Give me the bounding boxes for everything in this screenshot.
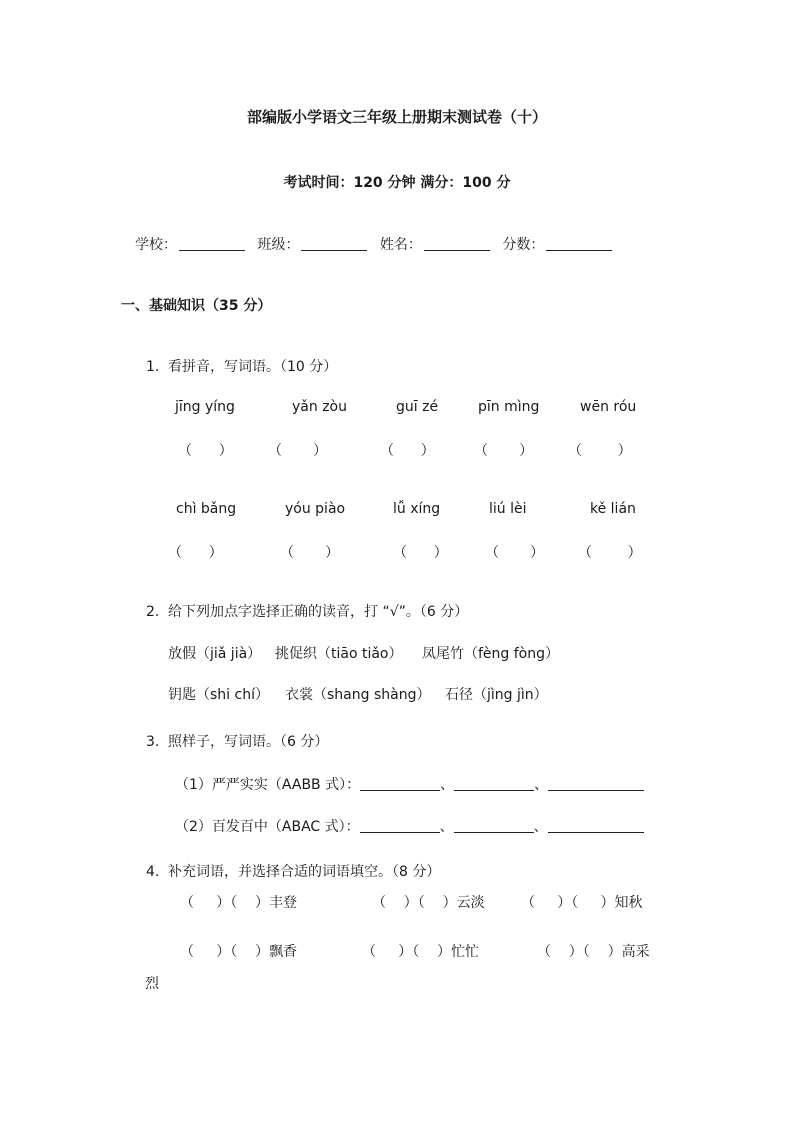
section-heading: 一、基础知识（35 分）	[121, 298, 272, 314]
class-field: 班级：	[257, 234, 367, 254]
name-field: 姓名：	[380, 234, 490, 254]
reading-choice[interactable]: 衣裳（shang shàng）	[285, 687, 431, 703]
score-field: 分数：	[502, 234, 612, 254]
question-3: 3. 照样子，写词语。（6 分）	[146, 734, 329, 750]
answer-blank[interactable]	[548, 776, 644, 791]
example-row-1: （1）严严实实（AABB 式）： 、 、	[175, 774, 644, 794]
idiom-blank-group[interactable]: （ ）（ ）丰登	[180, 895, 298, 911]
question-1: 1. 看拼音，写词语。（10 分）	[146, 359, 338, 375]
question-2: 2. 给下列加点字选择正确的读音，打 “√”。（6 分）	[146, 604, 469, 620]
idiom-blank-group[interactable]: （ ）（ ）知秋	[521, 895, 643, 911]
pinyin-item: wēn róu	[580, 399, 637, 415]
score-blank[interactable]	[546, 236, 612, 251]
pinyin-item: liú lèi	[489, 501, 527, 517]
pinyin-item: lǚ xíng	[393, 501, 441, 517]
student-info-row	[135, 234, 620, 254]
pinyin-item: pīn mìng	[478, 399, 540, 415]
answer-bracket[interactable]: （ ）	[393, 545, 448, 561]
pinyin-item: kě lián	[590, 501, 636, 517]
reading-choice[interactable]: 石径（jìng jìn）	[445, 687, 548, 703]
answer-blank[interactable]	[548, 818, 644, 833]
page-title: 部编版小学语文三年级上册期末测试卷（十）	[246, 108, 547, 126]
answer-blank[interactable]	[360, 818, 440, 833]
answer-bracket[interactable]: （ ）	[485, 545, 545, 561]
school-field: 学校：	[135, 234, 245, 254]
answer-bracket[interactable]: （ ）	[568, 443, 632, 459]
question-4: 4. 补充词语，并选择合适的词语填空。（8 分）	[146, 864, 441, 880]
answer-bracket[interactable]: （ ）	[168, 545, 223, 561]
reading-choice[interactable]: 钥匙（shi chí）	[168, 687, 269, 703]
idiom-blank-group[interactable]: （ ）（ ）飘香	[180, 944, 298, 960]
answer-bracket[interactable]: （ ）	[268, 443, 328, 459]
idiom-blank-group[interactable]: （ ）（ ）云淡	[372, 895, 485, 911]
reading-choice[interactable]: 放假（jiǎ jià）	[168, 646, 262, 662]
pinyin-item: chì bǎng	[176, 501, 237, 517]
answer-blank[interactable]	[454, 776, 534, 791]
answer-blank[interactable]	[360, 776, 440, 791]
answer-bracket[interactable]: （ ）	[474, 443, 534, 459]
pinyin-item: jīng yíng	[175, 399, 235, 415]
answer-bracket[interactable]: （ ）	[380, 443, 435, 459]
pinyin-item: guī zé	[396, 399, 439, 415]
answer-blank[interactable]	[454, 818, 534, 833]
example-row-2: （2）百发百中（ABAC 式）： 、 、	[175, 816, 644, 836]
exam-info: 考试时间：120 分钟 满分：100 分	[283, 175, 511, 191]
idiom-blank-group[interactable]: （ ）（ ）忙忙	[362, 944, 480, 960]
wrapped-text: 烈	[145, 976, 159, 992]
name-blank[interactable]	[424, 236, 490, 251]
reading-choice[interactable]: 挑促织（tiāo tiǎo）	[275, 646, 403, 662]
idiom-blank-group[interactable]: （ ）（ ）高采	[537, 944, 650, 960]
reading-choice[interactable]: 凤尾竹（fèng fòng）	[422, 646, 560, 662]
school-blank[interactable]	[179, 236, 245, 251]
class-blank[interactable]	[301, 236, 367, 251]
answer-bracket[interactable]: （ ）	[280, 545, 340, 561]
answer-bracket[interactable]: （ ）	[578, 545, 642, 561]
answer-bracket[interactable]: （ ）	[178, 443, 233, 459]
pinyin-item: yǎn zòu	[292, 399, 347, 415]
pinyin-item: yóu piào	[285, 501, 346, 517]
